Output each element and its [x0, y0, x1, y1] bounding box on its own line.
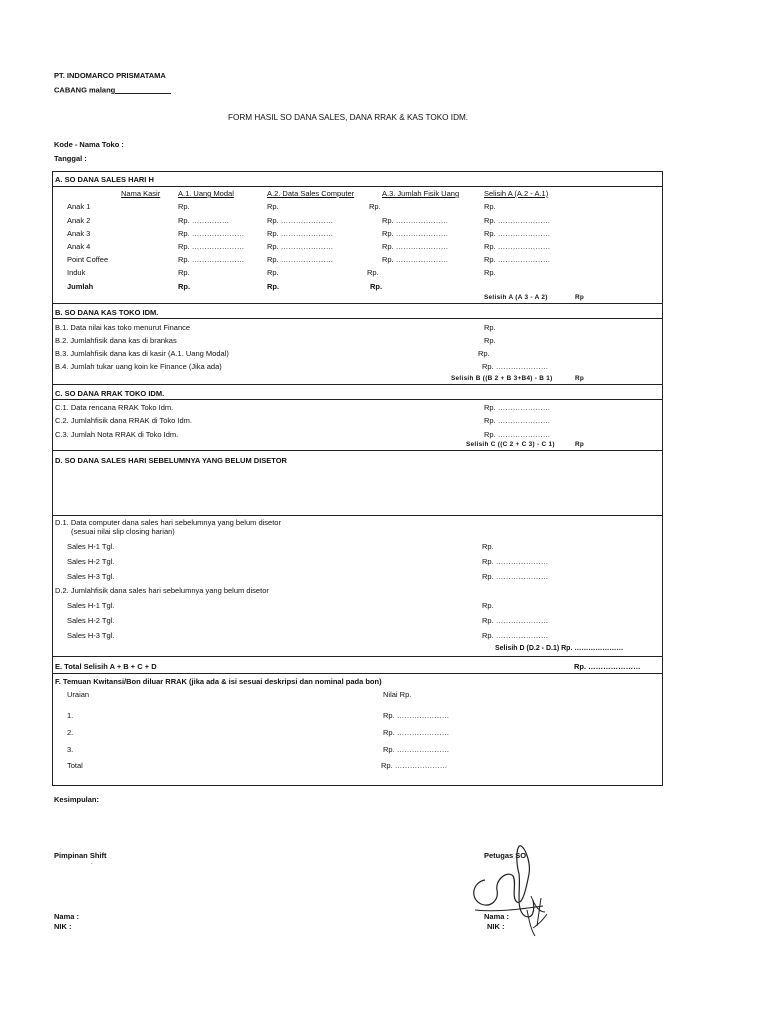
pimpinan-nama-label: Nama : — [54, 912, 80, 921]
section-c-title: C. SO DANA RRAK TOKO IDM. — [55, 389, 165, 398]
tanggal-label: Tanggal : — [54, 154, 87, 163]
section-b-title: B. SO DANA KAS TOKO IDM. — [55, 308, 159, 317]
d1-h2-label: Sales H-2 Tgl. — [67, 557, 115, 566]
kasir-name: Induk — [67, 268, 86, 277]
divider — [52, 186, 663, 187]
a2-value: Rp. ………………… — [267, 242, 334, 251]
section-a-title: A. SO DANA SALES HARI H — [55, 175, 154, 184]
d1-h3-label: Sales H-3 Tgl. — [67, 572, 115, 581]
divider — [52, 656, 663, 657]
f-row-1-value: Rp. ………………… — [383, 711, 450, 720]
d2-h3-label: Sales H-3 Tgl. — [67, 631, 115, 640]
total-a1: Rp. — [178, 282, 191, 291]
col-a1: A.1. Uang Modal — [178, 189, 234, 198]
c2-value: Rp. ………………… — [484, 416, 551, 425]
a2-value: Rp. ………………… — [267, 255, 334, 264]
b2-value: Rp. — [484, 336, 496, 345]
a2-value: Rp. — [267, 268, 279, 277]
f-row-3-value: Rp. ………………… — [383, 745, 450, 754]
f-row-1-label: 1. — [67, 711, 74, 720]
d2-h1-value: Rp. — [482, 601, 494, 610]
a1-value: Rp. ………………… — [178, 242, 245, 251]
a3-value: Rp. ………………… — [382, 255, 449, 264]
a2-value: Rp. ………………… — [267, 216, 334, 225]
selisih-value: Rp. ………………… — [484, 229, 551, 238]
selisih-value: Rp. — [484, 202, 496, 211]
selisih-value: Rp. ………………… — [484, 216, 551, 225]
selisih-b-label: Selisih B ((B 2 + B 3+B4) - B 1) — [451, 375, 553, 382]
a1-value: Rp. — [178, 268, 190, 277]
col-selisih-a: Selisih A (A.2 - A.1) — [484, 189, 549, 198]
section-e-value: Rp. ………………… — [574, 662, 641, 671]
kesimpulan-label: Kesimpulan: — [54, 795, 100, 804]
d2-h2-label: Sales H-2 Tgl. — [67, 616, 115, 625]
f-total-label: Total — [67, 761, 83, 770]
a3-value: Rp. — [369, 202, 381, 211]
b2-label: B.2. Jumlahfisik dana kas di brankas — [55, 336, 177, 345]
f-row-3-label: 3. — [67, 745, 74, 754]
branch-line — [54, 86, 171, 94]
b4-label: B.4. Jumlah tukar uang koin ke Finance (Jika ada) — [55, 362, 222, 371]
c3-value: Rp. ………………… — [484, 430, 551, 439]
a2-value: Rp. ………………… — [267, 229, 334, 238]
pimpinan-shift-label: Pimpinan Shift — [54, 851, 107, 860]
handwritten-signature-icon — [455, 840, 560, 940]
kasir-name: Anak 2 — [67, 216, 91, 225]
a3-value: Rp. — [367, 268, 379, 277]
section-d-title: D. SO DANA SALES HARI SEBELUMNYA YANG BELUM DISETOR — [55, 456, 287, 465]
b1-value: Rp. — [484, 323, 496, 332]
b3-label: B.3. Jumlahfisik dana kas di kasir (A.1. Uang Modal) — [55, 349, 229, 358]
branch-blank — [115, 86, 171, 94]
a1-value: Rp. ………………… — [178, 229, 245, 238]
divider — [52, 515, 663, 516]
d1-h3-value: Rp. ………………… — [482, 572, 549, 581]
divider — [52, 318, 663, 319]
d1-h2-value: Rp. ………………… — [482, 557, 549, 566]
c3-label: C.3. Jumlah Nota RRAK di Toko Idm. — [55, 430, 179, 439]
a1-value: Rp. ………………… — [178, 255, 245, 264]
a3-value: Rp. ………………… — [382, 242, 449, 251]
divider — [52, 673, 663, 674]
petugas-nama-label: Nama : — [484, 912, 510, 921]
section-f-title: F. Temuan Kwitansi/Bon diluar RRAK (jika ada & isi sesuai deskripsi dan nominal pada bon) — [55, 677, 382, 686]
divider — [52, 450, 663, 451]
b1-label: B.1. Data nilai kas toko menurut Finance — [55, 323, 191, 332]
selisih-c-label: Selisih C ((C 2 + C 3) - C 1) — [466, 441, 555, 448]
divider — [52, 303, 663, 304]
selisih-a-rp: Rp — [575, 294, 585, 301]
d2-label: D.2. Jumlahfisik dana sales hari sebelumnya yang belum disetor — [55, 586, 269, 595]
col-a2: A.2. Data Sales Computer — [267, 189, 355, 198]
total-label: Jumlah — [67, 282, 94, 291]
d1-h1-value: Rp. — [482, 542, 494, 551]
company-name: PT. INDOMARCO PRISMATAMA — [54, 71, 166, 80]
kasir-name: Anak 3 — [67, 229, 91, 238]
kode-label: Kode - Nama Toko : — [54, 140, 124, 149]
petugas-so-label: Petugas SO — [484, 851, 527, 860]
total-a3: Rp. — [370, 282, 383, 291]
form-box — [52, 171, 663, 786]
pimpinan-nik-label: NIK : — [54, 922, 72, 931]
form-title: FORM HASIL SO DANA SALES, DANA RRAK & KAS TOKO IDM. — [228, 113, 469, 122]
b4-value: Rp. ………………… — [482, 362, 549, 371]
selisih-value: Rp. ………………… — [484, 255, 551, 264]
selisih-d-label: Selisih D (D.2 - D.1) Rp. ………………… — [495, 645, 624, 652]
divider — [52, 399, 663, 400]
c2-label: C.2. Jumlahfisik dana RRAK di Toko Idm. — [55, 416, 193, 425]
kasir-name: Anak 1 — [67, 202, 91, 211]
selisih-value: Rp. ………………… — [484, 242, 551, 251]
d1-h1-label: Sales H-1 Tgl. — [67, 542, 115, 551]
selisih-c-rp: Rp — [575, 441, 585, 448]
selisih-value: Rp. — [484, 268, 496, 277]
d1-label: D.1. Data computer dana sales hari sebelumnya yang belum disetor — [55, 518, 281, 527]
f-row-2-label: 2. — [67, 728, 74, 737]
section-e-title: E. Total Selisih A + B + C + D — [55, 662, 157, 671]
d1-note: (sesuai nilai slip closing harian) — [71, 527, 175, 536]
divider — [52, 384, 663, 385]
kasir-name: Point Coffee — [67, 255, 109, 264]
d2-h1-label: Sales H-1 Tgl. — [67, 601, 115, 610]
c1-label: C.1. Data rencana RRAK Toko Idm. — [55, 403, 174, 412]
dot-mark: . — [91, 860, 93, 866]
c1-value: Rp. ………………… — [484, 403, 551, 412]
kasir-name: Anak 4 — [67, 242, 91, 251]
a3-value: Rp. ………………… — [382, 216, 449, 225]
col-a3: A.3. Jumlah Fisik Uang — [382, 189, 460, 198]
selisih-b-rp: Rp — [575, 375, 585, 382]
a2-value: Rp. — [267, 202, 279, 211]
b3-value: Rp. — [478, 349, 490, 358]
a1-value: Rp. …………… — [178, 216, 230, 225]
col-nama-kasir: Nama Kasir — [121, 189, 161, 198]
branch-label: CABANG malang — [54, 85, 116, 95]
selisih-a-label: Selisih A (A 3 - A 2) — [484, 294, 548, 301]
total-a2: Rp. — [267, 282, 280, 291]
d2-h2-value: Rp. ………………… — [482, 616, 549, 625]
f-row-2-value: Rp. ………………… — [383, 728, 450, 737]
col-uraian: Uraian — [67, 690, 90, 699]
a3-value: Rp. ………………… — [382, 229, 449, 238]
d2-h3-value: Rp. ………………… — [482, 631, 549, 640]
col-nilai: Nilai Rp. — [383, 690, 412, 699]
f-total-value: Rp. ………………… — [381, 761, 448, 770]
a1-value: Rp. — [178, 202, 190, 211]
petugas-nik-label: NIK : — [487, 922, 505, 931]
